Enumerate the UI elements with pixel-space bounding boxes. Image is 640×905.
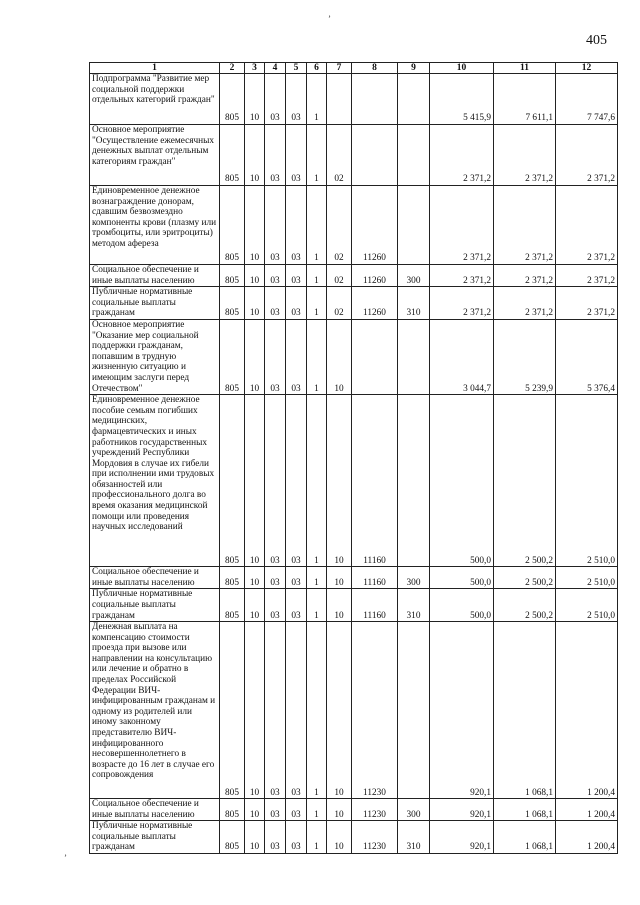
- amount-cell: 2 371,2: [430, 287, 494, 320]
- table-row: [90, 395, 618, 567]
- amount-cell: 1 068,1: [494, 821, 556, 854]
- code-cell: 1: [307, 622, 327, 799]
- code-cell: [398, 319, 430, 394]
- code-cell: 03: [286, 125, 307, 186]
- amount-cell: 2 371,2: [494, 125, 556, 186]
- code-cell: 11260: [352, 287, 398, 320]
- code-cell: 11160: [352, 395, 398, 567]
- amount-cell: 1 200,4: [556, 622, 618, 799]
- code-cell: 11230: [352, 799, 398, 821]
- table-row: [90, 821, 618, 854]
- code-cell: 10: [327, 567, 352, 589]
- code-cell: 11260: [352, 265, 398, 287]
- code-cell: 1: [307, 567, 327, 589]
- row-name-cell: Публичные нормативные социальные выплаты гражданам: [90, 287, 220, 320]
- code-cell: [352, 125, 398, 186]
- code-cell: 03: [265, 265, 286, 287]
- code-cell: 10: [327, 821, 352, 854]
- column-header: 8: [352, 63, 398, 74]
- code-cell: 03: [286, 589, 307, 622]
- amount-cell: 500,0: [430, 567, 494, 589]
- scan-mark: ʼ: [328, 14, 331, 24]
- code-cell: 1: [307, 265, 327, 287]
- amount-cell: 500,0: [430, 395, 494, 567]
- code-cell: 310: [398, 287, 430, 320]
- code-cell: 300: [398, 567, 430, 589]
- table-row: [90, 265, 618, 287]
- amount-cell: 1 200,4: [556, 821, 618, 854]
- code-cell: 300: [398, 799, 430, 821]
- code-cell: 1: [307, 589, 327, 622]
- column-header: 11: [494, 63, 556, 74]
- amount-cell: 2 371,2: [430, 125, 494, 186]
- row-name-cell: Подпрограмма "Развитие мер социальной поддержки отдельных категорий граждан": [90, 74, 220, 125]
- code-cell: 03: [286, 287, 307, 320]
- row-name-cell: Единовременное денежное пособие семьям погибших медицинских, фармацевтических и иных работников государственных учреждений Республики Мордовия в случае их гибели при исполнении ими трудовых обязанностей или профессионального долга во время оказания медицинской помощи или проведения научных исследований: [90, 395, 220, 567]
- code-cell: 10: [245, 821, 265, 854]
- amount-cell: 3 044,7: [430, 319, 494, 394]
- code-cell: 03: [286, 74, 307, 125]
- row-name-cell: Социальное обеспечение и иные выплаты населению: [90, 799, 220, 821]
- column-header: 6: [307, 63, 327, 74]
- amount-cell: 920,1: [430, 622, 494, 799]
- code-cell: 805: [220, 567, 245, 589]
- amount-cell: 2 371,2: [430, 265, 494, 287]
- code-cell: 10: [327, 395, 352, 567]
- code-cell: 300: [398, 265, 430, 287]
- amount-cell: 500,0: [430, 589, 494, 622]
- code-cell: 10: [245, 567, 265, 589]
- code-cell: [398, 186, 430, 265]
- amount-cell: 2 500,2: [494, 567, 556, 589]
- row-name-cell: Социальное обеспечение и иные выплаты населению: [90, 265, 220, 287]
- code-cell: 03: [265, 567, 286, 589]
- code-cell: 805: [220, 395, 245, 567]
- code-cell: 805: [220, 589, 245, 622]
- code-cell: 03: [265, 125, 286, 186]
- code-cell: 805: [220, 125, 245, 186]
- amount-cell: 2 371,2: [494, 287, 556, 320]
- code-cell: 1: [307, 395, 327, 567]
- row-name-cell: Публичные нормативные социальные выплаты гражданам: [90, 589, 220, 622]
- amount-cell: 5 415,9: [430, 74, 494, 125]
- row-name-cell: Публичные нормативные социальные выплаты гражданам: [90, 821, 220, 854]
- code-cell: 03: [265, 395, 286, 567]
- code-cell: 805: [220, 799, 245, 821]
- code-cell: 10: [245, 589, 265, 622]
- code-cell: 805: [220, 186, 245, 265]
- amount-cell: 2 500,2: [494, 395, 556, 567]
- code-cell: 10: [245, 319, 265, 394]
- code-cell: [327, 74, 352, 125]
- code-cell: 10: [245, 287, 265, 320]
- code-cell: [398, 395, 430, 567]
- row-name-cell: Социальное обеспечение и иные выплаты населению: [90, 567, 220, 589]
- amount-cell: 2 371,2: [556, 186, 618, 265]
- code-cell: 11160: [352, 567, 398, 589]
- code-cell: 03: [265, 287, 286, 320]
- table-row: [90, 589, 618, 622]
- code-cell: 310: [398, 589, 430, 622]
- code-cell: 10: [245, 265, 265, 287]
- code-cell: 10: [327, 319, 352, 394]
- code-cell: 1: [307, 186, 327, 265]
- code-cell: 03: [265, 74, 286, 125]
- amount-cell: 920,1: [430, 799, 494, 821]
- code-cell: 03: [286, 622, 307, 799]
- code-cell: 1: [307, 319, 327, 394]
- code-cell: 02: [327, 265, 352, 287]
- code-cell: 1: [307, 821, 327, 854]
- table-row: [90, 319, 618, 394]
- row-name-cell: Денежная выплата на компенсацию стоимости проезда при вызове или направлении на консультацию или лечение и обратно в пределах Российской Федерации ВИЧ-инфицированным гражданам и одному из родителей или иному законному представителю ВИЧ-инфицированного несовершеннолетнего в возрасте до 16 лет в случае его сопровождения: [90, 622, 220, 799]
- amount-cell: 2 371,2: [556, 287, 618, 320]
- amount-cell: 2 510,0: [556, 567, 618, 589]
- code-cell: 03: [265, 589, 286, 622]
- budget-table: [89, 62, 618, 854]
- code-cell: 03: [286, 395, 307, 567]
- amount-cell: 2 371,2: [556, 125, 618, 186]
- code-cell: 11160: [352, 589, 398, 622]
- code-cell: 10: [245, 622, 265, 799]
- code-cell: 02: [327, 287, 352, 320]
- amount-cell: 1 068,1: [494, 622, 556, 799]
- amount-cell: 920,1: [430, 821, 494, 854]
- column-header: 7: [327, 63, 352, 74]
- column-header: 10: [430, 63, 494, 74]
- amount-cell: 2 371,2: [556, 265, 618, 287]
- code-cell: 11230: [352, 821, 398, 854]
- code-cell: 805: [220, 821, 245, 854]
- amount-cell: 2 510,0: [556, 395, 618, 567]
- code-cell: 03: [286, 186, 307, 265]
- code-cell: 03: [286, 265, 307, 287]
- code-cell: 10: [245, 186, 265, 265]
- code-cell: 805: [220, 265, 245, 287]
- code-cell: 1: [307, 74, 327, 125]
- amount-cell: 2 371,2: [494, 186, 556, 265]
- page-number: 405: [586, 33, 607, 48]
- code-cell: 10: [327, 589, 352, 622]
- code-cell: [352, 319, 398, 394]
- column-header: 1: [90, 63, 220, 74]
- amount-cell: 2 500,2: [494, 589, 556, 622]
- row-name-cell: Основное мероприятие "Оказание мер социальной поддержки гражданам, попавшим в трудную жизненную ситуацию и имеющим заслуги перед Отечеством": [90, 319, 220, 394]
- column-header: 9: [398, 63, 430, 74]
- column-header: 2: [220, 63, 245, 74]
- amount-cell: 2 510,0: [556, 589, 618, 622]
- table-row: [90, 799, 618, 821]
- code-cell: 10: [245, 74, 265, 125]
- column-header-row: [90, 63, 618, 74]
- code-cell: 805: [220, 319, 245, 394]
- code-cell: 03: [265, 622, 286, 799]
- row-name-cell: Основное мероприятие "Осуществление ежемесячных денежных выплат отдельным категориям граждан": [90, 125, 220, 186]
- column-header: 5: [286, 63, 307, 74]
- table-body: [90, 74, 618, 854]
- amount-cell: 1 068,1: [494, 799, 556, 821]
- code-cell: 03: [286, 799, 307, 821]
- code-cell: 03: [265, 319, 286, 394]
- amount-cell: 2 371,2: [494, 265, 556, 287]
- code-cell: 10: [245, 395, 265, 567]
- code-cell: [398, 74, 430, 125]
- code-cell: 805: [220, 622, 245, 799]
- table-row: [90, 74, 618, 125]
- code-cell: 11260: [352, 186, 398, 265]
- amount-cell: 2 371,2: [430, 186, 494, 265]
- code-cell: 02: [327, 186, 352, 265]
- table-row: [90, 287, 618, 320]
- code-cell: [398, 125, 430, 186]
- table-row: [90, 567, 618, 589]
- amount-cell: 7 747,6: [556, 74, 618, 125]
- code-cell: 03: [286, 567, 307, 589]
- table-row: [90, 186, 618, 265]
- code-cell: 11230: [352, 622, 398, 799]
- amount-cell: 1 200,4: [556, 799, 618, 821]
- code-cell: 10: [327, 799, 352, 821]
- scan-mark: ʼ: [64, 853, 67, 863]
- amount-cell: 5 376,4: [556, 319, 618, 394]
- code-cell: 03: [286, 319, 307, 394]
- code-cell: [352, 74, 398, 125]
- column-header: 4: [265, 63, 286, 74]
- code-cell: 1: [307, 125, 327, 186]
- amount-cell: 5 239,9: [494, 319, 556, 394]
- code-cell: 03: [265, 821, 286, 854]
- code-cell: 10: [327, 622, 352, 799]
- row-name-cell: Единовременное денежное вознаграждение донорам, сдавшим безвозмездно компоненты крови (плазму или тромбоциты, или эритроциты) методом афереза: [90, 186, 220, 265]
- code-cell: 1: [307, 287, 327, 320]
- column-header: 12: [556, 63, 618, 74]
- code-cell: 02: [327, 125, 352, 186]
- code-cell: 03: [286, 821, 307, 854]
- code-cell: 310: [398, 821, 430, 854]
- table-row: [90, 125, 618, 186]
- code-cell: 805: [220, 287, 245, 320]
- code-cell: [398, 622, 430, 799]
- column-header: 3: [245, 63, 265, 74]
- code-cell: 805: [220, 74, 245, 125]
- code-cell: 10: [245, 125, 265, 186]
- table-row: [90, 622, 618, 799]
- code-cell: 1: [307, 799, 327, 821]
- code-cell: 10: [245, 799, 265, 821]
- code-cell: 03: [265, 186, 286, 265]
- code-cell: 03: [265, 799, 286, 821]
- amount-cell: 7 611,1: [494, 74, 556, 125]
